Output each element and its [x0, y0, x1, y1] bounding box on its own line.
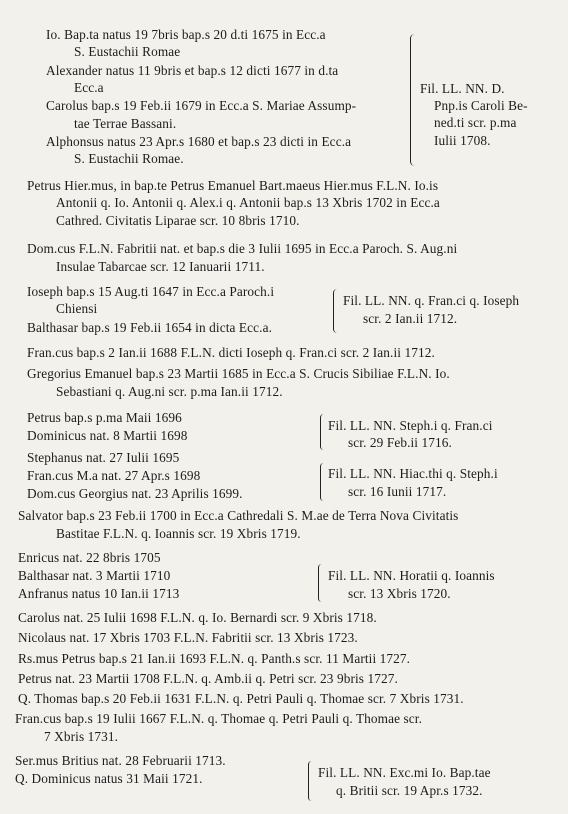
brace-6	[308, 761, 315, 801]
text-line: Stephanus nat. 27 Iulii 1695	[27, 450, 180, 465]
text-line: Cathred. Civitatis Liparae scr. 10 8bris 1710.	[56, 213, 300, 228]
text-line: Fran.cus M.a nat. 27 Apr.s 1698	[27, 468, 201, 483]
text-line: Sebastiani q. Aug.ni scr. p.ma Ian.ii 1712.	[56, 384, 283, 399]
text-line: Fil. LL. NN. Steph.i q. Fran.ci	[328, 418, 493, 433]
text-line: Ioseph bap.s 15 Aug.ti 1647 in Ecc.a Paroch.i	[27, 284, 275, 299]
text-line: Balthasar bap.s 19 Feb.ii 1654 in dicta Ecc.a.	[27, 320, 272, 335]
text-line: Pnp.is Caroli Be-	[434, 98, 528, 113]
text-line: ned.ti scr. p.ma	[434, 115, 517, 130]
text-line: scr. 13 Xbris 1720.	[348, 586, 451, 601]
text-line: Alphonsus natus 23 Apr.s 1680 et bap.s 23 dicti in Ecc.a	[46, 134, 352, 149]
text-line: Chiensi	[56, 301, 98, 316]
text-line: Fil. LL. NN. D.	[420, 81, 505, 96]
text-line: Dominicus nat. 8 Martii 1698	[27, 428, 188, 443]
text-line: Carolus nat. 25 Iulii 1698 F.L.N. q. Io. Bernardi scr. 9 Xbris 1718.	[18, 610, 377, 625]
text-line: Antonii q. Io. Antonii q. Alex.i q. Antonii bap.s 13 Xbris 1702 in Ecc.a	[56, 195, 440, 210]
text-line: Bastitae F.L.N. q. Ioannis scr. 19 Xbris 1719.	[56, 526, 301, 541]
text-line: S. Eustachii Romae.	[74, 151, 184, 166]
text-line: Fil. LL. NN. Exc.mi Io. Bap.tae	[318, 765, 491, 780]
text-line: Dom.cus F.L.N. Fabritii nat. et bap.s die 3 Iulii 1695 in Ecc.a Paroch. S. Aug.ni	[27, 241, 458, 256]
text-line: scr. 2 Ian.ii 1712.	[363, 311, 458, 326]
text-line: Io. Bap.ta natus 19 7bris bap.s 20 d.ti 1675 in Ecc.a	[46, 27, 326, 42]
brace-2	[333, 289, 341, 333]
text-line: Fil. LL. NN. Hiac.thi q. Steph.i	[328, 466, 498, 481]
text-line: Ecc.a	[74, 80, 104, 95]
text-line: Fil. LL. NN. Horatii q. Ioannis	[328, 568, 495, 583]
text-line: Dom.cus Georgius nat. 23 Aprilis 1699.	[27, 486, 243, 501]
brace-1	[410, 34, 419, 166]
text-line: Petrus nat. 23 Martii 1708 F.L.N. q. Amb.ii q. Petri scr. 23 9bris 1727.	[18, 671, 398, 686]
text-line: Carolus bap.s 19 Feb.ii 1679 in Ecc.a S. Mariae Assump-	[46, 98, 357, 113]
text-line: Anfranus natus 10 Ian.ii 1713	[18, 586, 180, 601]
text-line: Alexander natus 11 9bris et bap.s 12 dicti 1677 in d.ta	[46, 63, 339, 78]
text-line: Rs.mus Petrus bap.s 21 Ian.ii 1693 F.L.N. q. Panth.s scr. 11 Martii 1727.	[18, 651, 411, 666]
text-line: 7 Xbris 1731.	[44, 729, 119, 744]
text-line: scr. 29 Feb.ii 1716.	[348, 435, 452, 450]
text-line: Petrus Hier.mus, in bap.te Petrus Emanuel Bart.maeus Hier.mus F.L.N. Io.is	[27, 178, 439, 193]
text-line: Fran.cus bap.s 19 Iulii 1667 F.L.N. q. Thomae q. Petri Pauli q. Thomae scr.	[15, 711, 423, 726]
text-line: Salvator bap.s 23 Feb.ii 1700 in Ecc.a Cathredali S. M.ae de Terra Nova Civitatis	[18, 508, 459, 523]
brace-4	[320, 463, 327, 501]
text-line: Ser.mus Britius nat. 28 Februarii 1713.	[15, 753, 226, 768]
text-line: Balthasar nat. 3 Martii 1710	[18, 568, 171, 583]
text-line: Petrus bap.s p.ma Maii 1696	[27, 410, 182, 425]
brace-3	[320, 414, 327, 450]
text-line: scr. 16 Iunii 1717.	[348, 484, 447, 499]
text-line: Enricus nat. 22 8bris 1705	[18, 550, 161, 565]
text-line: Nicolaus nat. 17 Xbris 1703 F.L.N. Fabritii scr. 13 Xbris 1723.	[18, 630, 358, 645]
text-line: q. Britii scr. 19 Apr.s 1732.	[336, 783, 483, 798]
text-line: Iulii 1708.	[434, 133, 491, 148]
text-line: Q. Dominicus natus 31 Maii 1721.	[15, 771, 203, 786]
text-line: tae Terrae Bassani.	[74, 116, 177, 131]
brace-5	[318, 564, 325, 602]
text-line: Fran.cus bap.s 2 Ian.ii 1688 F.L.N. dicti Ioseph q. Fran.ci scr. 2 Ian.ii 1712.	[27, 345, 435, 360]
text-line: Gregorius Emanuel bap.s 23 Martii 1685 in Ecc.a S. Crucis Sibiliae F.L.N. Io.	[27, 366, 450, 381]
text-line: Fil. LL. NN. q. Fran.ci q. Ioseph	[343, 293, 520, 308]
text-line: S. Eustachii Romae	[74, 44, 181, 59]
text-line: Q. Thomas bap.s 20 Feb.ii 1631 F.L.N. q. Petri Pauli q. Thomae scr. 7 Xbris 1731.	[18, 691, 464, 706]
text-line: Insulae Tabarcae scr. 12 Ianuarii 1711.	[56, 259, 265, 274]
